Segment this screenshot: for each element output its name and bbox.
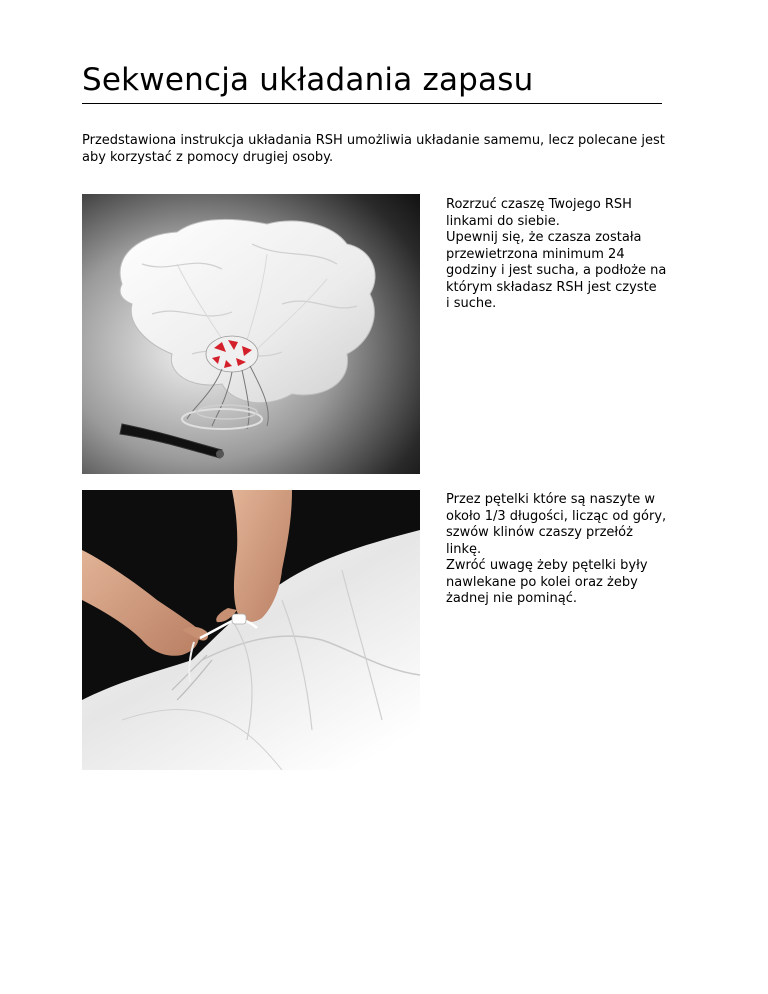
intro-paragraph: Przedstawiona instrukcja układania RSH umożliwia układanie samemu, lecz polecane jest aby korzystać z pomocy drugiej osoby. [82, 133, 665, 165]
step-1-text [446, 197, 676, 313]
title-underline [82, 103, 662, 104]
step-1-photo [82, 194, 420, 474]
step-2-description: Przez pętelki które są naszyte w około 1/3 długości, licząc od góry, szwów klinów czaszy przełóż linkę. Zwróć uwagę żeby pętelki były nawlekane po kolei oraz żeby żadnej nie pominąć. [446, 492, 667, 606]
step-2-photo [82, 490, 420, 770]
step-1-description: Rozrzuć czaszę Twojego RSH linkami do siebie. Upewnij się, że czasza została przewietrzona minimum 24 godziny i jest sucha, a podłoże na którym składasz RSH jest czyste i suche. [446, 197, 667, 311]
step-2-text [446, 492, 676, 608]
page-title: Sekwencja układania zapasu [82, 62, 534, 98]
